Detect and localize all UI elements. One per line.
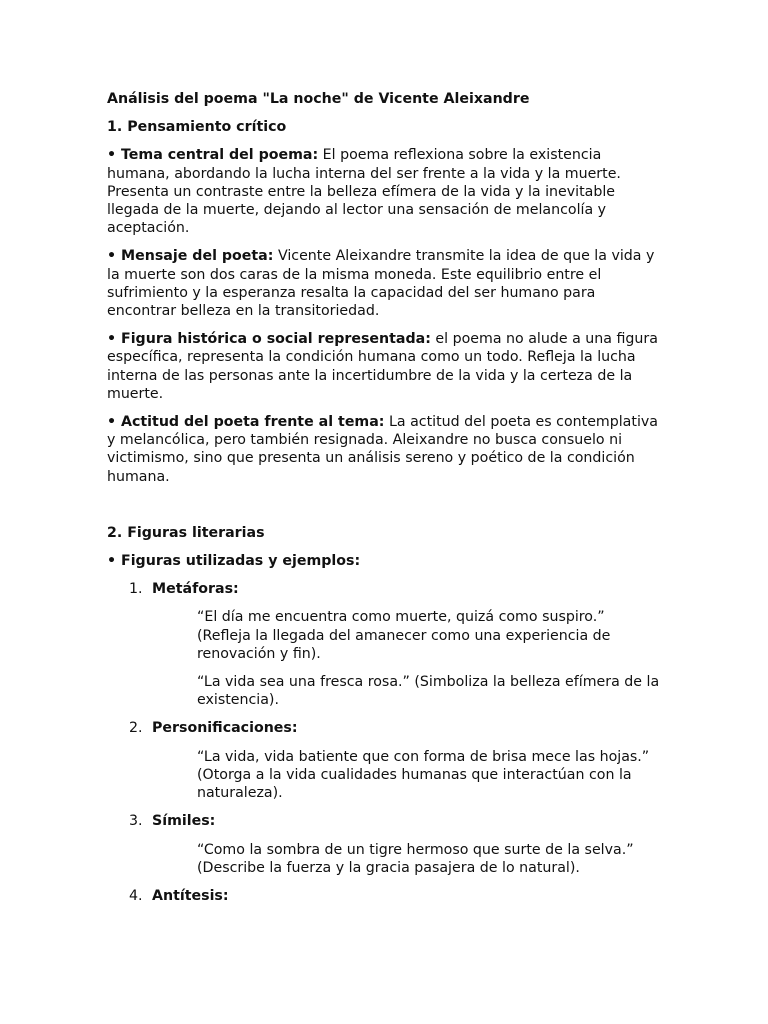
list-item-metaphors xyxy=(107,580,662,598)
document-title: Análisis del poema "La noche" de Vicente Aleixandre xyxy=(107,91,530,107)
point-text: el poema no alude a una figura específica, representa la condición humana como un todo. Refleja la lucha interna de las personas ante la incertidumbre de la vida y la certeza de la muerte. xyxy=(107,331,658,402)
list-label: Personificaciones: xyxy=(152,720,298,737)
example-quote: “La vida, vida batiente que con forma de brisa mece las hojas.” (Otorga a la vida cualidades humanas que interactúan con la naturaleza). xyxy=(197,748,650,802)
example-quote: “La vida sea una fresca rosa.” (Simboliza la belleza efímera de la existencia). xyxy=(197,674,660,709)
example-quote: “Como la sombra de un tigre hermoso que surte de la selva.” (Describe la fuerza y la gracia pasajera de lo natural). xyxy=(197,841,634,876)
point-text: La actitud del poeta es contemplativa y melancólica, pero también resignada. Aleixandre no busca consuelo ni victimismo, sino que presenta un análisis sereno y poético de la condición humana. xyxy=(107,414,658,485)
section-heading-critical-thinking: 1. Pensamiento crítico xyxy=(107,119,287,136)
point-text: El poema reflexiona sobre la existencia humana, abordando la lucha interna del ser frente a la vida y la muerte. Presenta un contraste entre la belleza efímera de la vida y la inevitable llegada de la muerte, dejando al lector una sensación de melancolía y aceptación. xyxy=(107,147,621,237)
document-page xyxy=(107,90,662,915)
point-lead: • Tema central del poema: xyxy=(107,147,319,164)
section-heading-literary-figures: 2. Figuras literarias xyxy=(107,524,265,541)
list-number: 1. xyxy=(129,581,143,598)
example-quote: “El día me encuentra como muerte, quizá como suspiro.” (Refleja la llegada del amanecer como una experiencia de renovación y fin). xyxy=(197,609,611,662)
list-number: 2. xyxy=(129,720,143,737)
point-historical-figure xyxy=(107,330,662,403)
list-item-similes xyxy=(107,812,662,830)
point-text: Vicente Aleixandre transmite la idea de que la vida y la muerte son dos caras de la misma moneda. Este equilibrio entre el sufrimiento y la esperanza resalta la capacidad del ser humano para encontrar belleza en la transitoriedad. xyxy=(107,248,655,320)
section-spacer xyxy=(107,496,662,524)
list-item-personifications xyxy=(107,719,662,737)
point-central-theme xyxy=(107,146,662,237)
list-label: Metáforas: xyxy=(152,581,239,598)
list-label: Símiles: xyxy=(152,813,216,830)
subheading-figures-used: • Figuras utilizadas y ejemplos: xyxy=(107,553,361,570)
point-lead: • Mensaje del poeta: xyxy=(107,248,274,265)
point-lead: • Actitud del poeta frente al tema: xyxy=(107,414,385,431)
list-item-antithesis xyxy=(107,887,662,905)
point-poet-message xyxy=(107,247,662,320)
point-poet-attitude xyxy=(107,413,662,486)
list-number: 3. xyxy=(129,813,143,830)
point-lead: • Figura histórica o social representada: xyxy=(107,331,431,348)
list-label: Antítesis: xyxy=(152,887,229,904)
list-number: 4. xyxy=(129,887,143,904)
